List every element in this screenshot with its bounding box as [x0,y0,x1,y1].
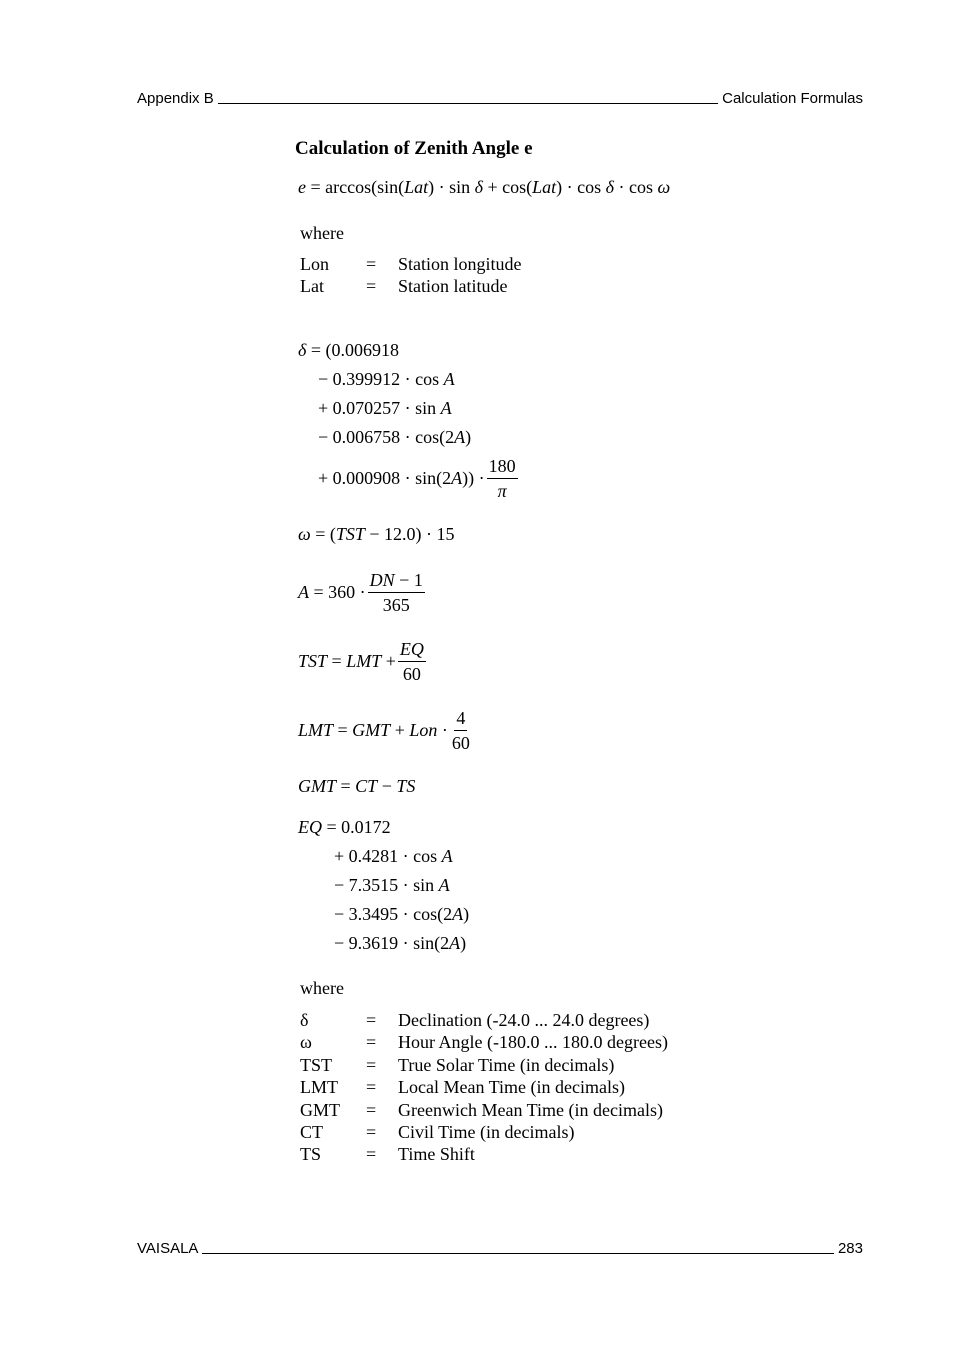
definition-row: Lat = Station latitude [300,276,508,297]
formula-a: A = 360 · $\frac{DN - 1}{365}$ [298,570,423,615]
formula-tst: TST = LMT + $\frac{EQ}{60}$ [298,639,424,684]
footer-rule [202,1253,834,1254]
header-rule [218,103,718,104]
definition-row: ω = Hour Angle (-180.0 ... 180.0 degrees) [300,1032,668,1053]
page-header [137,90,863,107]
page-number: 283 [837,1240,863,1257]
definition-row: δ = Declination (-24.0 ... 24.0 degrees) [300,1010,650,1030]
header-left: Appendix B [137,90,214,107]
header-right: Calculation Formulas [722,90,863,107]
section-title: Calculation of Zenith Angle e [295,138,533,159]
definition-row: TST = True Solar Time (in decimals) [300,1054,615,1075]
definition-row: Lon = Station longitude [300,254,522,274]
where-label-1: where [300,223,344,243]
definition-row: TS = Time Shift [300,1144,475,1165]
definitions-table-1 [298,254,522,299]
definition-row: LMT = Local Mean Time (in decimals) [300,1077,625,1098]
definition-row: GMT = Greenwich Mean Time (in decimals) [300,1099,663,1120]
where-label-2: where [300,978,344,998]
formula-gmt: GMT = CT − TS [298,776,416,796]
footer-left: VAISALA [137,1240,199,1257]
definition-row: CT = Civil Time (in decimals) [300,1121,575,1142]
formula-lmt: LMT = GMT + Lon · $\frac{4}{60}$ [298,708,470,753]
definitions-table-2 [298,1010,668,1167]
formula-zenith: e = arccos(sin(Lat) · sin δ + cos(Lat) · cos δ · cos ω [298,177,671,197]
formula-hour-angle: ω = (TST − 12.0) · 15 [298,524,455,544]
page-footer [137,1240,863,1257]
